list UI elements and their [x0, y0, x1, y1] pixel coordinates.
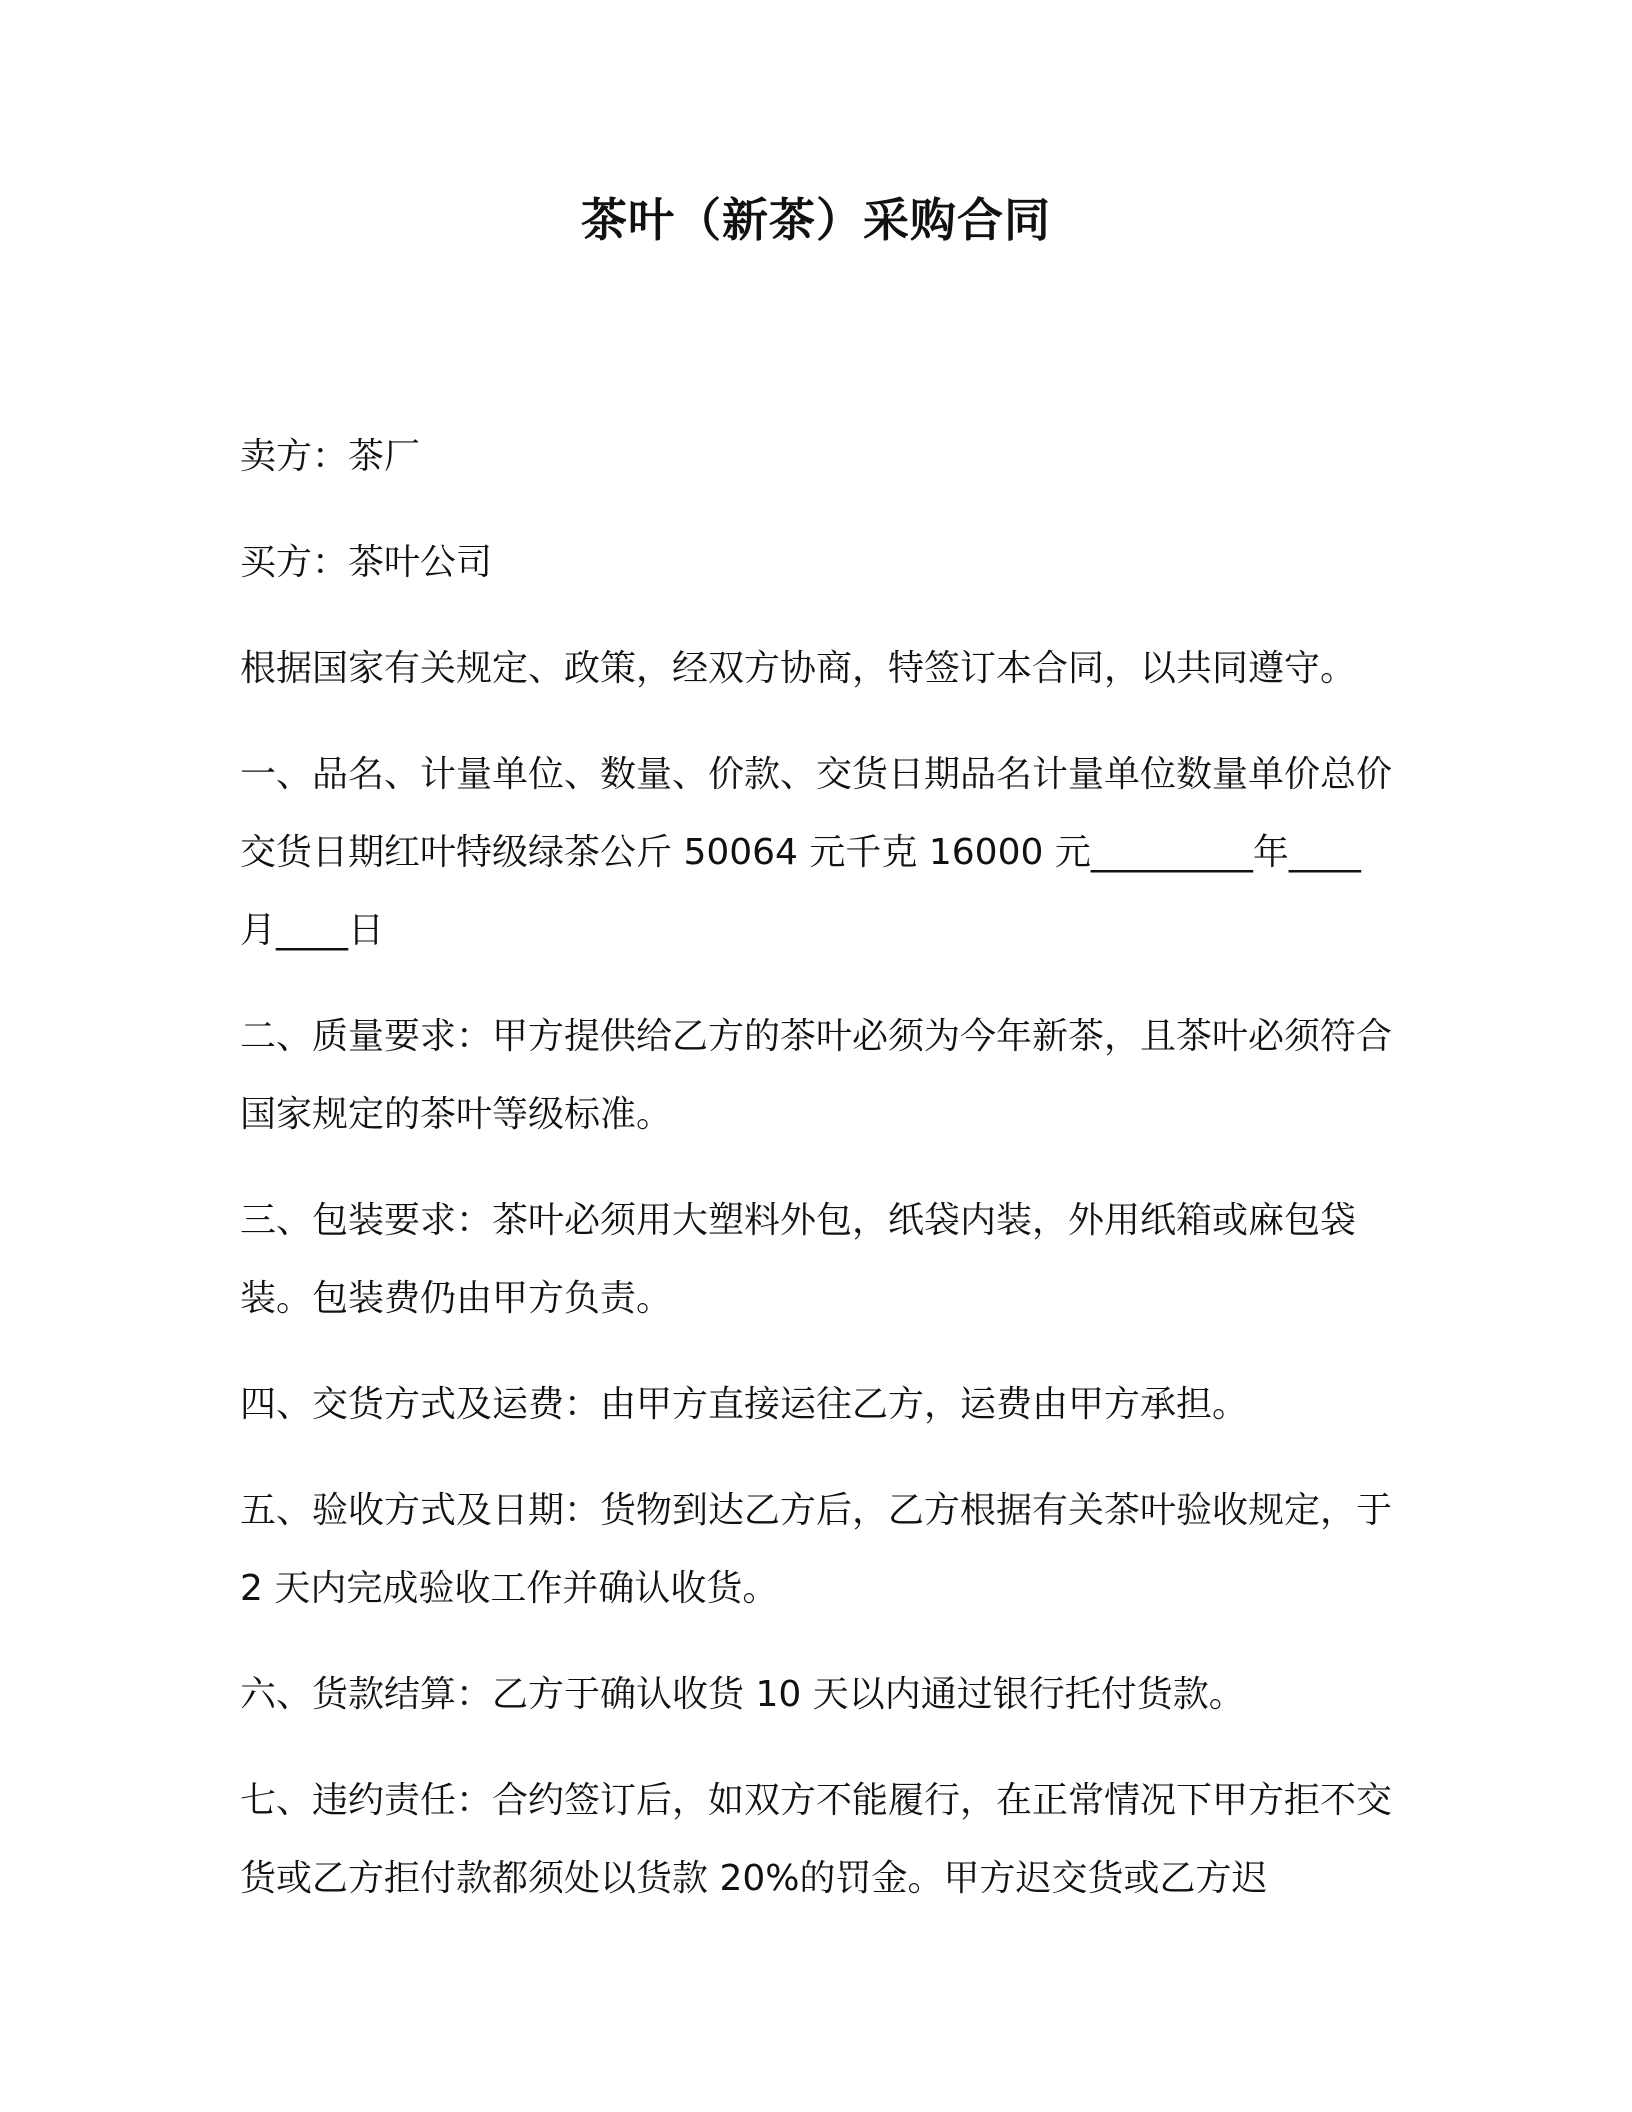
- preamble-paragraph: 根据国家有关规定、政策，经双方协商，特签订本合同，以共同遵守。: [240, 648, 1357, 689]
- clause-5: 五、验收方式及日期：货物到达乙方后，乙方根据有关茶叶验收规定，于 2 天内完成验收工作并确认收货。: [240, 1490, 1393, 1609]
- clause-7: 七、违约责任：合约签订后，如双方不能履行，在正常情况下甲方拒不交货或乙方拒付款都须处以货款 20%的罚金。甲方迟交货或乙方迟: [240, 1780, 1393, 1899]
- buyer-line: 买方：茶叶公司: [240, 542, 493, 583]
- clause-1: 一、品名、计量单位、数量、价款、交货日期品名计量单位数量单价总价交货日期红叶特级绿茶公斤 50064 元千克 16000 元_________年____月____日: [240, 754, 1393, 951]
- clause-4: 四、交货方式及运费：由甲方直接运往乙方，运费由甲方承担。: [240, 1384, 1249, 1425]
- seller-line: 卖方：茶厂: [240, 436, 421, 477]
- clause-3: 三、包装要求：茶叶必须用大塑料外包，纸袋内装，外用纸箱或麻包袋装。包装费仍由甲方负责。: [240, 1200, 1357, 1319]
- document-body: [240, 418, 1392, 1946]
- clause-2: 二、质量要求：甲方提供给乙方的茶叶必须为今年新茶，且茶叶必须符合国家规定的茶叶等级标准。: [240, 1016, 1393, 1135]
- document-title: 茶叶（新茶）采购合同: [581, 193, 1051, 247]
- clause-6: 六、货款结算：乙方于确认收货 10 天以内通过银行托付货款。: [240, 1674, 1245, 1715]
